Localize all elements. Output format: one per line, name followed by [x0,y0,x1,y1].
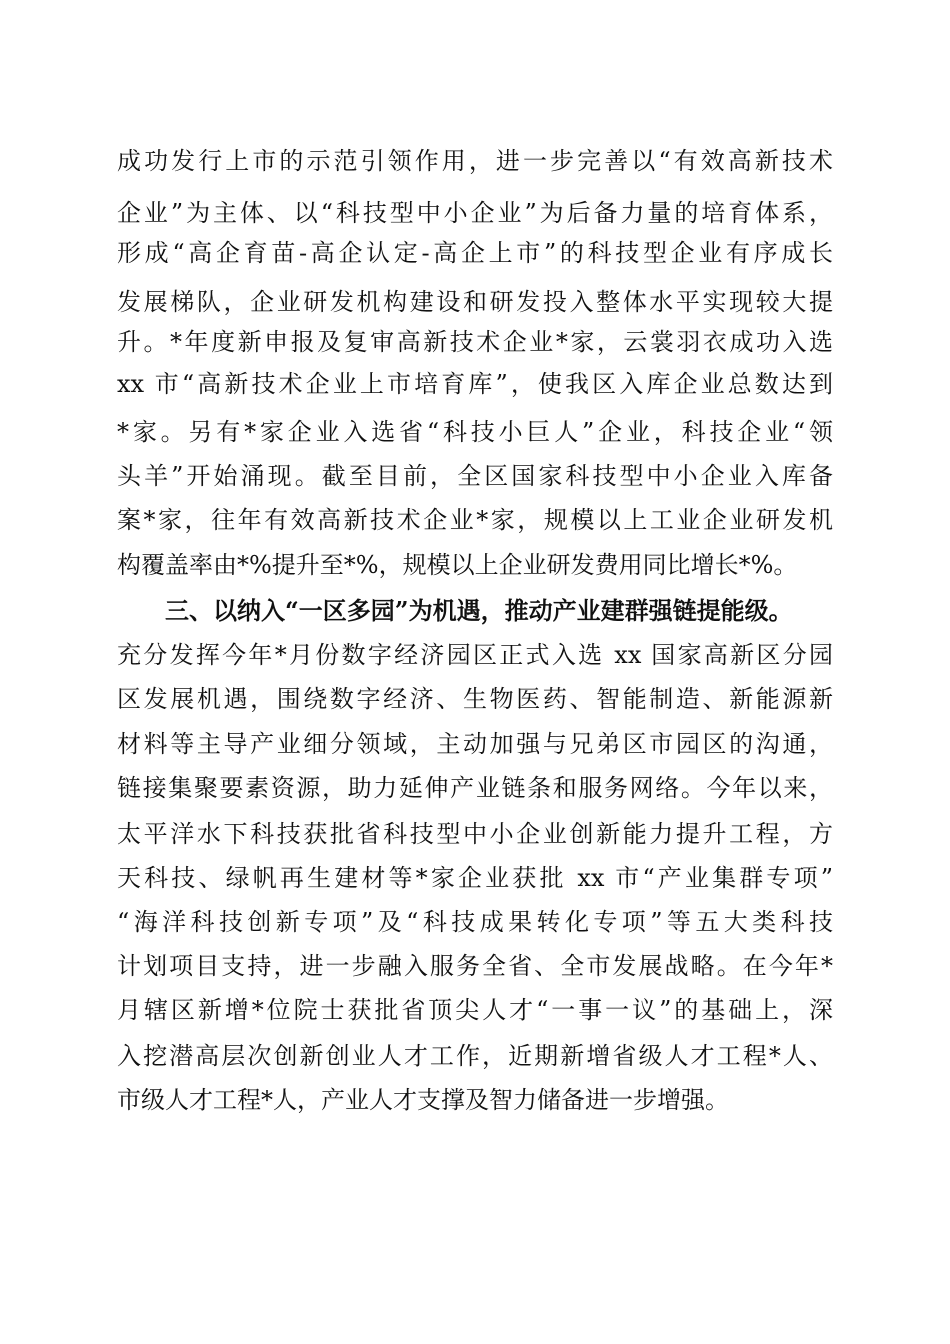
text-line: 材料等主导产业细分领域，主动加强与兄弟区市园区的沟通， [117,730,833,758]
text-line: 案*家，往年有效高新技术企业*家，规模以上工业企业研发机 [117,506,833,534]
text-line: 链接集聚要素资源，助力延伸产业链条和服务网络。今年以来， [117,774,833,802]
text-line: 天科技、绿帆再生建材等*家企业获批 xx 市“产业集群专项” [117,864,833,892]
text-line: 成功发行上市的示范引领作用，进一步完善以“有效高新技术 [117,147,833,175]
text-line: *家。另有*家企业入选省“科技小巨人”企业，科技企业“领 [117,418,833,446]
text-line: xx 市“高新技术企业上市培育库”，使我区入库企业总数达到 [117,370,833,398]
text-line: 发展梯队，企业研发机构建设和研发投入整体水平实现较大提 [117,288,833,316]
text-line: 充分发挥今年*月份数字经济园区正式入选 xx 国家高新区分园 [117,641,833,669]
text-line: 计划项目支持，进一步融入服务全省、全市发展战略。在今年* [117,952,833,980]
text-line: “海洋科技创新专项”及“科技成果转化专项”等五大类科技 [117,908,833,936]
text-line: 构覆盖率由*%提升至*%，规模以上企业研发费用同比增长*%。 [117,551,798,579]
text-line: 市级人才工程*人，产业人才支撑及智力储备进一步增强。 [117,1086,729,1114]
text-line: 形成“高企育苗-高企认定-高企上市”的科技型企业有序成长 [117,239,833,267]
text-line: 区发展机遇，围绕数字经济、生物医药、智能制造、新能源新 [117,685,833,713]
text-line: 入挖潜高层次创新创业人才工作，近期新增省级人才工程*人、 [117,1042,833,1070]
text-line: 企业”为主体、以“科技型中小企业”为后备力量的培育体系， [117,199,833,227]
text-line: 头羊”开始涌现。截至目前，全区国家科技型中小企业入库备 [117,462,833,490]
text-line: 太平洋水下科技获批省科技型中小企业创新能力提升工程，方 [117,820,833,848]
section-heading: 三、以纳入“一区多园”为机遇，推动产业建群强链提能级。 [165,596,793,625]
text-line: 月辖区新增*位院士获批省顶尖人才“一事一议”的基础上，深 [117,996,833,1024]
text-line: 升。*年度新申报及复审高新技术企业*家，云裳羽衣成功入选 [117,328,833,356]
